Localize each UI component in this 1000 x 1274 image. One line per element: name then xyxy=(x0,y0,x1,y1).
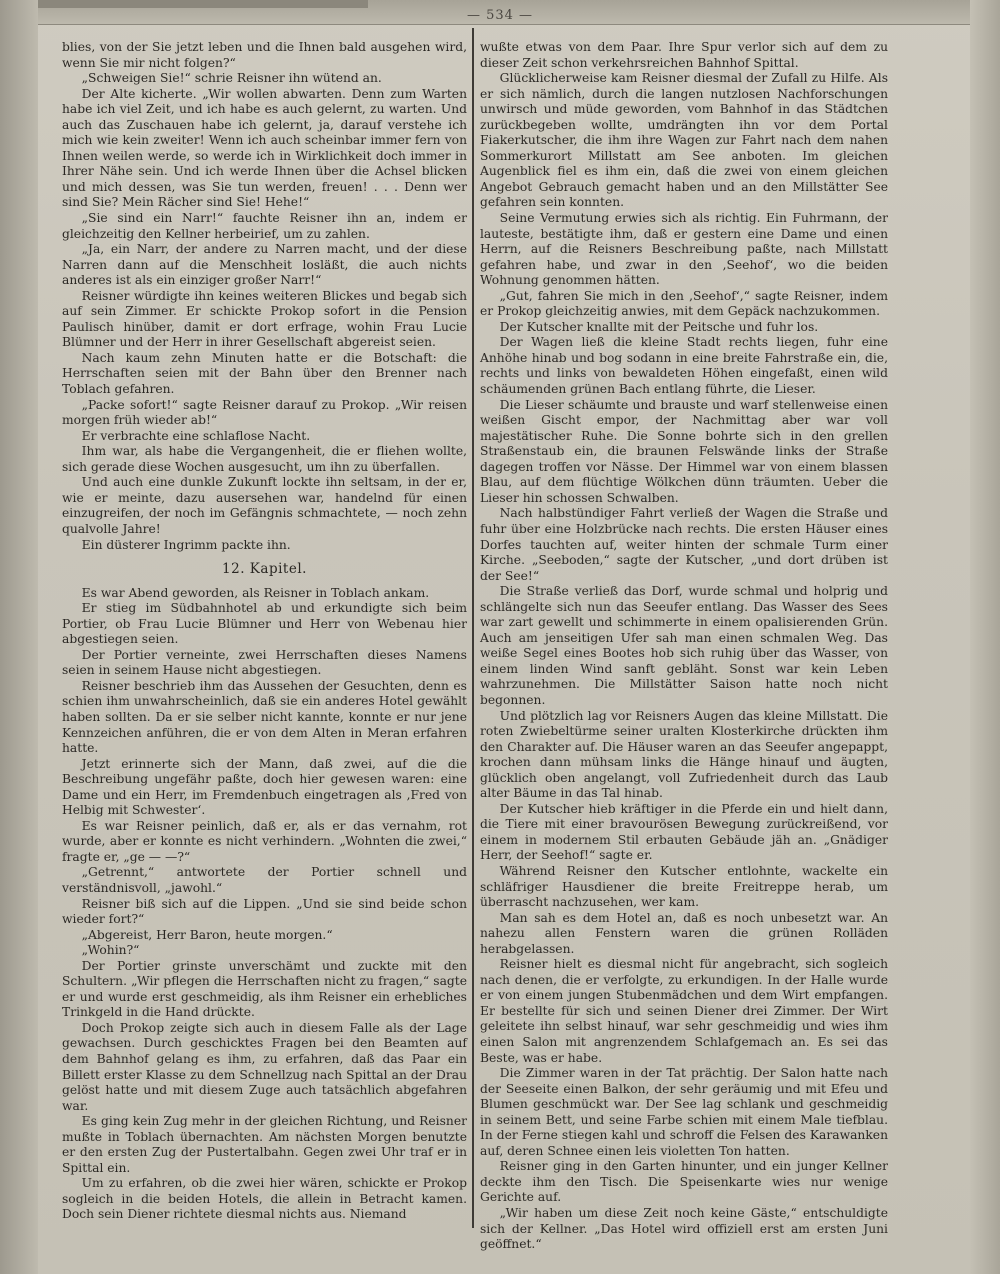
paragraph: Es war Reisner peinlich, daß er, als er das vernahm, rot wurde, aber er konnte es nicht verhindern. „Wohnten die zwei,“ fragte er, „ge — —?“ xyxy=(62,818,467,864)
paragraph: Reisner würdigte ihn keines weiteren Blickes und begab sich auf sein Zimmer. Er schickte Prokop sofort in die Pension Paulisch hinüber, damit er dort erfrage, wohin Frau Lucie Blümner und der Herr in ihrer Gesellschaft abgereist seien. xyxy=(62,288,467,350)
paragraph: „Ja, ein Narr, der andere zu Narren macht, und der diese Narren dann auf die Menschheit losläßt, die auch nichts anderes ist als ein einziger großer Narr!“ xyxy=(62,242,467,288)
paragraph: Er verbrachte eine schlaflose Nacht. xyxy=(81,428,311,443)
binding-shadow xyxy=(0,0,38,1274)
page-number: — 534 — xyxy=(466,8,534,23)
paragraph: „Wohin?“ xyxy=(81,943,140,958)
paragraph: Reisner ging in den Garten hinunter, und ein junger Kellner deckte ihm den Tisch. Die Speisenkarte wies nur wenige Gerichte auf. xyxy=(480,1159,888,1205)
right-column-text xyxy=(480,40,888,1253)
paragraph: Während Reisner den Kutscher entlohnte, wackelte ein schläfriger Hausdiener die breite Freitreppe herab, um überrascht nachzusehen, wer kam. xyxy=(480,863,888,910)
paragraph: Doch Prokop zeigte sich auch in diesem Falle als der Lage gewachsen. Durch geschicktes Fragen bei den Beamten auf dem Bahnhof gelang es ihm, zu erfahren, daß das Paar ein Billett erster Klasse zu dem Schnellzug nach Spittal an der Drau gelöst hatte und mit diesem Zuge auch tatsächlich abgefahren war. xyxy=(62,1020,467,1113)
left-column xyxy=(62,40,467,1223)
paragraph: „Getrennt,“ antwortete der Portier schnell und verständnisvoll, „jawohl.“ xyxy=(62,865,467,895)
paragraph: Ihm war, als habe die Vergangenheit, die er fliehen wollte, sich gerade diese Wochen ausgesucht, um ihn zu überfallen. xyxy=(62,444,467,474)
header-scratch xyxy=(38,0,368,8)
paragraph: Reisner biß sich auf die Lippen. „Und sie sind beide schon wieder fort?“ xyxy=(62,896,467,927)
paragraph: Man sah es dem Hotel an, daß es noch unbesetzt war. An nahezu allen Fenstern waren die grünen Rolläden herabgelassen. xyxy=(480,910,888,956)
paragraph: Der Wagen ließ die kleine Stadt rechts liegen, fuhr eine Anhöhe hinab und bog sodann in eine breite Fahrstraße ein, die, rechts und links von bewaldeten Höhen eingefaßt, einen wild schäumenden grünen Bach entlang führte, die Lieser. xyxy=(480,335,888,397)
paragraph: „Schweigen Sie!“ schrie Reisner ihn wütend an. xyxy=(81,71,382,86)
chapter-title: 12. Kapitel. xyxy=(222,561,307,578)
paragraph: Reisner hielt es diesmal nicht für angebracht, sich sogleich nach denen, die er verfolgte, zu erkundigen. In der Halle wurde er von einem jungen Stubenmädchen und dem Wirt empfangen. Er bestellte für sich und seinen Diener drei Zimmer. Der Wirt geleitete ihn selbst hinauf, war sehr geschmeidig und wies ihm einen Salon mit angrenzendem Schlafgemach an. Es sei das Beste, was er habe. xyxy=(480,957,888,1065)
paragraph: Nach kaum zehn Minuten hatte er die Botschaft: die Herrschaften seien mit der Bahn über den Brenner nach Toblach gefahren. xyxy=(62,350,467,397)
paragraph: Ein düsterer Ingrimm packte ihn. xyxy=(81,537,291,552)
paragraph: Um zu erfahren, ob die zwei hier wären, schickte er Prokop sogleich in die beiden Hotels, die allein in Betracht kamen. Doch sein Diener richtete diesmal nichts aus. Niemand xyxy=(62,1176,467,1222)
paragraph: Und auch eine dunkle Zukunft lockte ihn seltsam, in der er, wie er meinte, dazu ausersehen war, handelnd für einen einzugreifen, der noch im Gefängnis schmachtete, — noch zehn qualvolle Jahre! xyxy=(62,475,467,536)
paragraph: Der Portier grinste unverschämt und zuckte mit den Schultern. „Wir pflegen die Herrschaften nicht zu fragen,“ sagte er und wurde erst geschmeidig, als ihm Reisner ein erhebliches Trinkgeld in die Hand drückte. xyxy=(62,958,467,1020)
paragraph: blies, von der Sie jetzt leben und die Ihnen bald ausgehen wird, wenn Sie mir nicht folgen?“ xyxy=(62,40,467,70)
paragraph: Reisner beschrieb ihm das Aussehen der Gesuchten, denn es schien ihm unwahrscheinlich, daß sie ein anderes Hotel gewählt haben sollten. Da er sie selber nicht kannte, konnte er nur jene Kennzeichen anführen, die er von dem Alten in Meran erfahren hatte. xyxy=(62,678,467,756)
paragraph: wußte etwas von dem Paar. Ihre Spur verlor sich auf dem zu dieser Zeit schon verkehrsreichen Bahnhof Spittal. xyxy=(480,40,888,70)
paragraph: Der Alte kicherte. „Wir wollen abwarten. Denn zum Warten habe ich viel Zeit, und ich habe es auch gelernt, zu warten. Und auch das Zuschauen habe ich gelernt, ja, darauf verstehe ich mich wie kein zweiter! Wenn ich auch scheinbar immer fern von Ihnen weilen werde, so werde ich in Wirklichkeit doch immer in Ihrer Nähe sein. Und ich werde Ihnen über die Achsel blicken und mich dessen, was Sie tun werden, freuen! . . . Denn wer sind Sie? Mein Rächer sind Sie! Hehe!“ xyxy=(62,86,467,210)
left-column-text xyxy=(62,40,467,553)
paragraph: Es ging kein Zug mehr in der gleichen Richtung, und Reisner mußte in Toblach übernachten. Am nächsten Morgen benutzte er den ersten Zug der Pustertalbahn. Gegen zwei Uhr traf er in Spittal ein. xyxy=(62,1114,467,1175)
paragraph: Die Zimmer waren in der Tat prächtig. Der Salon hatte nach der Seeseite einen Balkon, der sehr geräumig und mit Efeu und Blumen geschmückt war. Der See lag schlank und geschmeidig in seinem Bett, und seine Farbe schien mit einem Male tiefblau. In der Ferne stiegen kahl und schroff die Felsen des Karawanken auf, deren Schnee einen leis violetten Ton hatten. xyxy=(480,1066,888,1158)
paragraph: Er stieg im Südbahnhotel ab und erkundigte sich beim Portier, ob Frau Lucie Blümner und Herr von Webenau hier abgestiegen seien. xyxy=(62,601,467,647)
paragraph: „Packe sofort!“ sagte Reisner darauf zu Prokop. „Wir reisen morgen früh wieder ab!“ xyxy=(62,397,467,428)
left-column-text-after xyxy=(62,586,467,1223)
paragraph: Seine Vermutung erwies sich als richtig. Ein Fuhrmann, der lauteste, bestätigte ihm, daß er gestern eine Dame und einen Herrn, auf die Reisners Beschreibung paßte, nach Millstatt gefahren habe, und zwar in den ‚Seehof‘, wo die beiden Wohnung genommen hätten. xyxy=(480,211,888,288)
paragraph: Der Portier verneinte, zwei Herrschaften dieses Namens seien in seinem Hause nicht abgestiegen. xyxy=(62,647,467,678)
paragraph: Es war Abend geworden, als Reisner in Toblach ankam. xyxy=(81,585,430,600)
paragraph: Die Straße verließ das Dorf, wurde schmal und holprig und schlängelte sich nun das Seeufer entlang. Das Wasser des Sees war zart gewellt und schimmerte in einem opalisierenden Grün. Auch am jenseitigen Ufer sah man einen schmalen Weg. Das weiße Segel eines Bootes hob sich ruhig über das Wasser, von einem linden Wind sanft gebläht. Sonst war kein Leben wahrzunehmen. Die Millstätter Saison hatte noch nicht begonnen. xyxy=(480,584,888,707)
right-column xyxy=(480,40,888,1253)
paragraph: Glücklicherweise kam Reisner diesmal der Zufall zu Hilfe. Als er sich nämlich, durch die langen nutzlosen Nachforschungen unwirsch und müde geworden, vom Bahnhof in das Städtchen zurückbegeben wollte, umdrängten ihn vor dem Portal Fiakerkutscher, die ihm ihre Wagen zur Fahrt nach dem nahen Sommerkurort Millstatt am See anboten. Im gleichen Augenblick fiel es ihm ein, daß die zwei von einem gleichen Angebot Gebrauch gemacht haben und an den Millstätter See gefahren sein konnten. xyxy=(480,71,888,210)
paragraph: „Wir haben um diese Zeit noch keine Gäste,“ entschuldigte sich der Kellner. „Das Hotel wird offiziell erst am ersten Juni geöffnet.“ xyxy=(480,1206,888,1252)
paragraph: Der Kutscher hieb kräftiger in die Pferde ein und hielt dann, die Tiere mit einer bravourösen Bewegung zurückreißend, vor einem in modernem Stil erbauten Gebäude jäh an. „Gnädiger Herr, der Seehof!“ sagte er. xyxy=(480,801,888,863)
paragraph: Jetzt erinnerte sich der Mann, daß zwei, auf die die Beschreibung ungefähr paßte, doch hier gewesen waren: eine Dame und ein Herr, im Fremdenbuch eingetragen als ‚Fred von Helbig mit Schwester‘. xyxy=(62,756,467,818)
column-divider xyxy=(472,28,474,1228)
paragraph: „Gut, fahren Sie mich in den ‚Seehof‘,“ sagte Reisner, indem er Prokop gleichzeitig anwies, mit dem Gepäck nachzukommen. xyxy=(480,288,888,319)
page-edge-shadow xyxy=(970,0,1000,1274)
paragraph: „Abgereist, Herr Baron, heute morgen.“ xyxy=(81,927,333,942)
paragraph: „Sie sind ein Narr!“ fauchte Reisner ihn an, indem er gleichzeitig den Kellner herbeirief, um zu zahlen. xyxy=(62,211,467,241)
paragraph: Die Lieser schäumte und brauste und warf stellenweise einen weißen Gischt empor, der Nachmittag aber war voll majestätischer Ruhe. Die Sonne bohrte sich in den grellen Straßenstaub ein, die braunen Felswände links der Straße dagegen troffen vor Nässe. Der Himmel war von einem blassen Blau, auf dem flüchtige Wölkchen dünn träumten. Ueber die Lieser hin schossen Schwalben. xyxy=(480,397,888,505)
paragraph: Der Kutscher knallte mit der Peitsche und fuhr los. xyxy=(499,319,819,334)
paragraph: Und plötzlich lag vor Reisners Augen das kleine Millstatt. Die roten Zwiebeltürme seiner uralten Klosterkirche drückten ihm den Charakter auf. Die Häuser waren an das Seeufer angepappt, krochen dann mühsam links die Hänge hinauf und äugten, glücklich oben angelangt, voll Zufriedenheit durch das Laub alter Bäume in das Tal hinab. xyxy=(480,708,888,801)
paragraph: Nach halbstündiger Fahrt verließ der Wagen die Straße und fuhr über eine Holzbrücke nach rechts. Die ersten Häuser eines Dorfes tauchten auf, weiter hinten der schmale Turm einer Kirche. „Seeboden,“ sagte der Kutscher, „und dort drüben ist der See!“ xyxy=(480,506,888,583)
